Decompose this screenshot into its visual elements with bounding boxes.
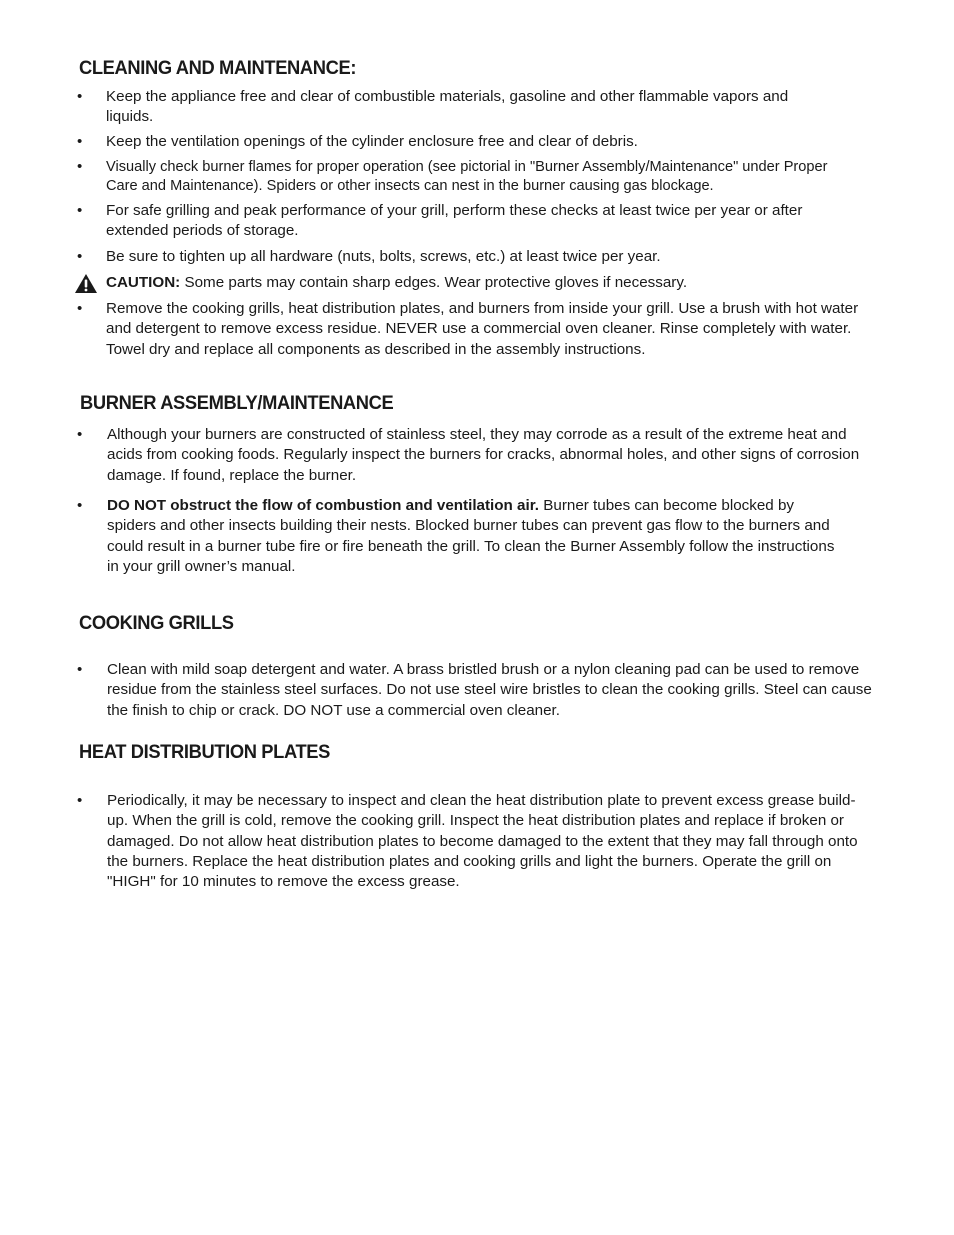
grills-heading: COOKING GRILLS (79, 612, 234, 634)
caution-text: Some parts may contain sharp edges. Wear protective gloves if necessary. (184, 274, 688, 291)
warning-triangle-icon (74, 273, 98, 294)
grills-item: Clean with mild soap detergent and water. A brass bristled brush or a nylon cleaning pad can be used to remove residue from the stainless steel surfaces. Do not use steel wire bristles to clean the cooking grills. Steel can cause the finish to chip or crack. DO NOT use a commercial oven cleaner. (107, 661, 872, 719)
burner-item-1: Although your burners are constructed of stainless steel, they may corrode as a result of the extreme heat and acids from cooking foods. Regularly inspect the burners for cracks, abnormal holes, and other signs of corrosion damage. If found, replace the burner. (107, 426, 860, 484)
cleaning-item-final: Remove the cooking grills, heat distribution plates, and burners from inside your grill. Use a brush with hot water and detergent to remove excess residue. NEVER use a commercial oven cleaner. Rinse completely with water. Towel dry and replace all components as described in the assembly instructions. (106, 300, 859, 358)
cleaning-item-3: Visually check burner flames for proper operation (see pictorial in "Burner Assembly/Maintenance" under Proper Care and Maintenance). Spiders or other insects can nest in the burner causing gas blockage. (106, 159, 828, 194)
burner-item-2 (107, 496, 847, 577)
burner-item-2-text: Burner tubes can become blocked by spiders and other insects building their nests. Blocked burner tubes can prevent gas flow to the burners and could result in a burner tube fire or fire beneath the grill. To clean the Burner Assembly follow the instructions in your grill owner’s manual. (107, 497, 835, 575)
bullet: • (77, 300, 83, 317)
bullet: • (77, 248, 83, 265)
caution-note (106, 273, 876, 293)
bullet: • (77, 497, 83, 514)
cleaning-heading: CLEANING AND MAINTENANCE: (79, 57, 357, 79)
plates-heading: HEAT DISTRIBUTION PLATES (79, 741, 330, 763)
cleaning-item-5: Be sure to tighten up all hardware (nuts, bolts, screws, etc.) at least twice per year. (106, 248, 661, 265)
bullet: • (77, 88, 83, 105)
bullet: • (77, 661, 83, 678)
cleaning-item-4: For safe grilling and peak performance of your grill, perform these checks at least twice per year or after extended periods of storage. (106, 202, 803, 240)
bullet: • (77, 792, 83, 809)
burner-item-2-bold: DO NOT obstruct the flow of combustion and ventilation air. (107, 497, 540, 514)
cleaning-item-2: Keep the ventilation openings of the cylinder enclosure free and clear of debris. (106, 133, 638, 150)
cleaning-item-1: Keep the appliance free and clear of combustible materials, gasoline and other flammable vapors and liquids. (106, 88, 789, 126)
plates-item: Periodically, it may be necessary to inspect and clean the heat distribution plate to prevent excess grease build-up. When the grill is cold, remove the cooking grill. Inspect the heat distribution plates and replace if broken or damaged. Do not allow heat distribution plates to become damaged to the extent that they may fall through onto the burners. Replace the heat distribution plates and cooking grills and light the burners. Operate the grill on "HIGH" for 10 minutes to remove the excess grease. (107, 792, 858, 891)
bullet: • (77, 426, 83, 443)
burner-heading: BURNER ASSEMBLY/MAINTENANCE (80, 392, 394, 414)
caution-label: CAUTION: (106, 274, 181, 291)
bullet: • (77, 133, 83, 150)
bullet: • (77, 158, 83, 175)
bullet: • (77, 202, 83, 219)
